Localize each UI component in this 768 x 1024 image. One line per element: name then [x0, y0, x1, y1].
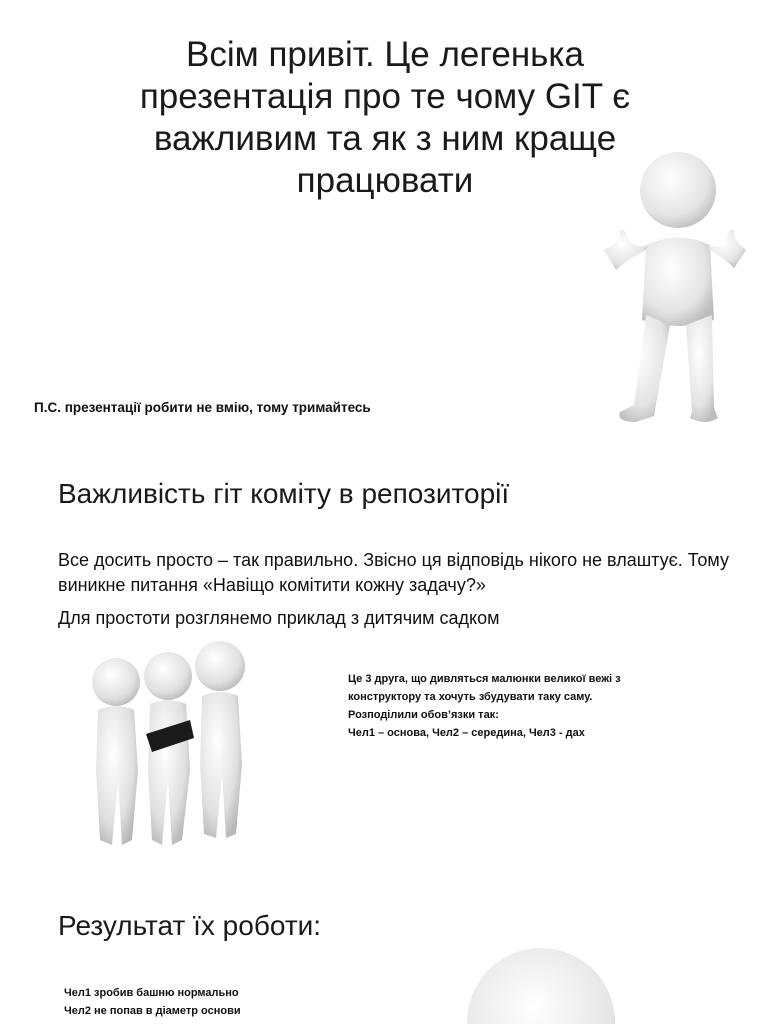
paragraph: Для простоти розглянемо приклад з дитячим садком [58, 608, 500, 628]
sphere-head-icon [466, 944, 616, 1024]
example-note [348, 670, 678, 742]
paragraph: Все досить просто – так правильно. Звісно ця відповідь нікого не влаштує. Тому виникне питання «Навіщо комітити кожну задачу?» [58, 550, 729, 595]
section-heading-git-commit: Важливість гіт коміту в репозиторії [58, 478, 510, 509]
section-heading-result: Результат їх роботи: [58, 910, 322, 941]
result-line: Чел2 не попав в діаметр основи [64, 1005, 241, 1017]
slide-title: Всім привіт. Це легенька презентація про те чому GIT є важливим та як з ним краще працювати [139, 35, 631, 200]
thumbs-up-person-icon [596, 150, 756, 450]
ps-note: П.С. презентації робити не вмію, тому тримайтесь [34, 400, 371, 415]
section-body [58, 548, 738, 639]
note-line: Чел1 – основа, Чел2 – середина, Чел3 - дах [348, 727, 585, 739]
note-line: Розподілили обов’язки так: [348, 709, 499, 721]
result-list [64, 984, 241, 1020]
three-people-reading-icon [78, 640, 258, 860]
note-line: конструктору та хочуть збудувати таку саму. [348, 691, 593, 703]
result-line: Чел1 зробив башню нормально [64, 987, 239, 999]
note-line: Це 3 друга, що дивляться малюнки великої вежі з [348, 673, 621, 685]
